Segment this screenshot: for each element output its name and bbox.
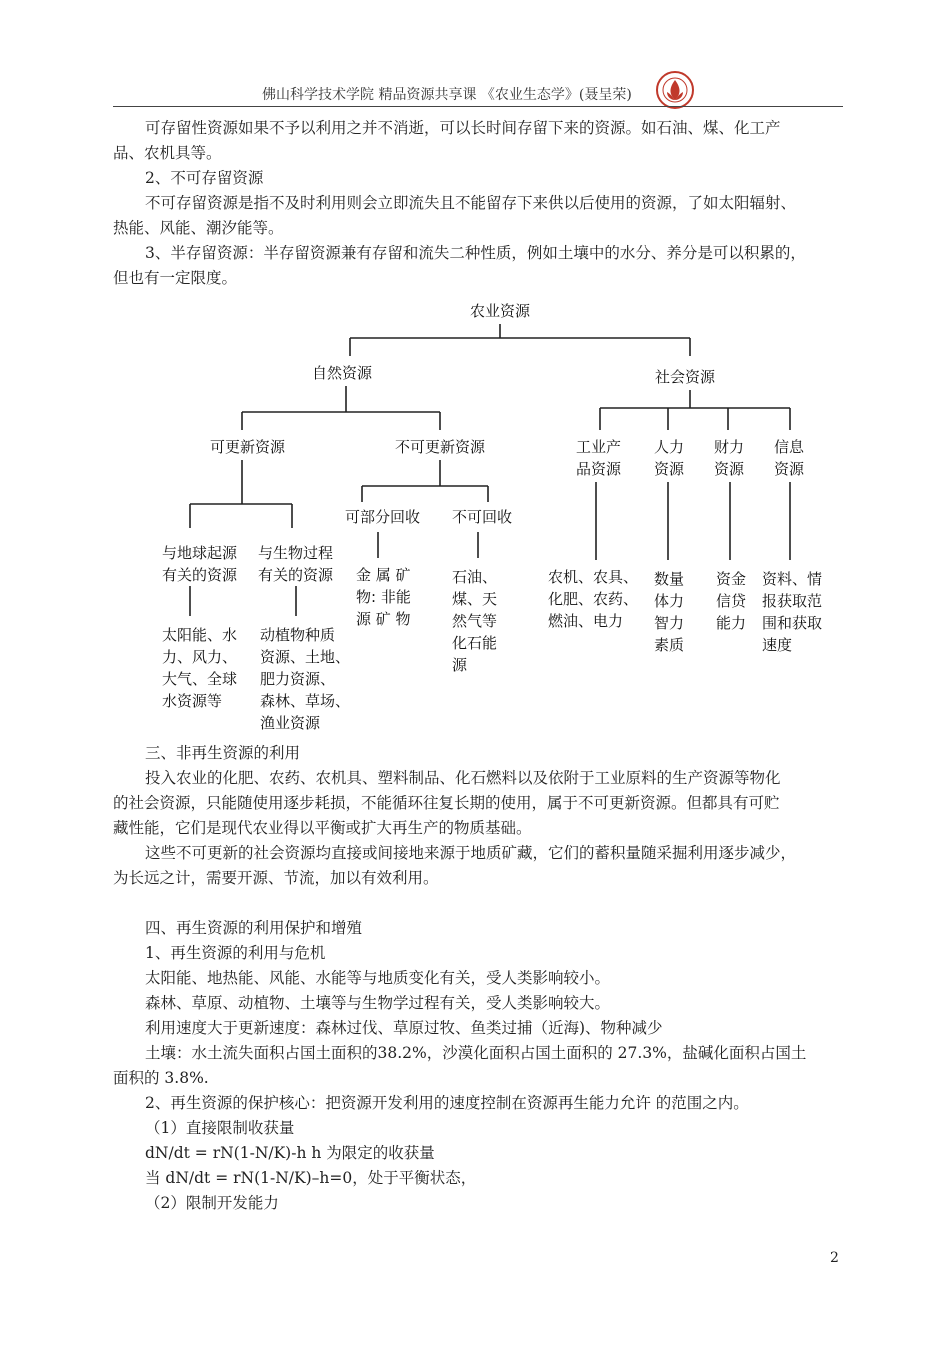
notrec-item-2: 煤、天 xyxy=(452,590,498,608)
paragraph-line: 利用速度大于更新速度：森林过伐、草原过牧、鱼类过捕（近海)、物种减少 xyxy=(145,1019,663,1037)
bio-item-4: 森林、草场、 xyxy=(260,692,351,710)
paragraph-line: 的社会资源，只能随使用逐步耗损，不能循环往复长期的使用，属于不可更新资源。但都具有可贮 xyxy=(113,794,780,812)
paragraph-line: 可存留性资源如果不予以利用之并不消逝，可以长时间存留下来的资源。如石油、煤、化工产 xyxy=(145,119,781,137)
node-information-2: 资源 xyxy=(774,460,805,478)
industrial-item-1: 农机、农具、 xyxy=(548,568,639,586)
node-not-recover: 不可回收 xyxy=(452,508,513,526)
human-item-1: 数量 xyxy=(654,570,685,588)
paragraph-line: 土壤：水土流失面积占国土面积的38.2%，沙漠化面积占国土面积的 27.3%，盐碱化面积占国土 xyxy=(145,1044,807,1062)
geo-item-4: 水资源等 xyxy=(162,692,223,710)
financial-item-3: 能力 xyxy=(716,614,747,632)
geo-item-1: 太阳能、水 xyxy=(162,626,238,644)
bio-item-3: 肥力资源、 xyxy=(260,670,336,688)
industrial-item-3: 燃油、电力 xyxy=(548,612,624,630)
header-divider xyxy=(113,106,843,107)
financial-item-2: 信贷 xyxy=(716,592,747,610)
notrec-item-5: 源 xyxy=(452,656,468,674)
page-number: 2 xyxy=(830,1250,839,1266)
paragraph-line: 森林、草原、动植物、土壤等与生物学过程有关，受人类影响较大。 xyxy=(145,994,611,1012)
bio-item-1: 动植物种质 xyxy=(260,626,336,644)
human-item-2: 体力 xyxy=(654,592,685,610)
node-root: 农业资源 xyxy=(470,302,531,320)
paragraph-line: （2）限制开发能力 xyxy=(145,1194,279,1212)
node-geo-origin-2: 有关的资源 xyxy=(162,566,238,584)
paragraph-line: 热能、风能、潮汐能等。 xyxy=(113,219,284,237)
formula-line: 当 dN/dt = rN(1-N/K)–h=0，处于平衡状态， xyxy=(145,1169,477,1187)
node-human-2: 资源 xyxy=(654,460,685,478)
financial-item-1: 资金 xyxy=(716,570,747,588)
section-heading: 四、再生资源的利用保护和增殖 xyxy=(145,919,363,937)
college-logo-icon xyxy=(655,70,695,110)
partial-item-3: 源 矿 物 xyxy=(356,610,411,628)
human-item-4: 素质 xyxy=(654,636,685,654)
paragraph-line: 不可存留资源是指不及时利用则会立即流失且不能留存下来供以后使用的资源，了如太阳辐射、 xyxy=(145,194,797,212)
header-title: 佛山科学技术学院 精品资源共享课 《农业生态学》(聂呈荣) xyxy=(262,87,632,103)
node-renewable: 可更新资源 xyxy=(210,438,286,456)
paragraph-line: 3、半存留资源：半存留资源兼有存留和流失二种性质，例如土壤中的水分、养分是可以积累的， xyxy=(145,244,806,262)
paragraph-line: 为长远之计，需要开源、节流，加以有效利用。 xyxy=(113,869,439,887)
information-item-4: 速度 xyxy=(762,636,793,654)
subsection-heading: 2、再生资源的保护核心：把资源开发利用的速度控制在资源再生能力允许 的范围之内。 xyxy=(145,1094,749,1112)
industrial-item-2: 化肥、农药、 xyxy=(548,590,639,608)
node-information-1: 信息 xyxy=(774,438,805,456)
node-natural: 自然资源 xyxy=(312,364,373,382)
resource-tree-diagram xyxy=(0,290,952,740)
geo-item-2: 力、风力、 xyxy=(162,648,238,666)
bio-item-2: 资源、土地、 xyxy=(260,648,351,666)
subsection-heading: 1、再生资源的利用与危机 xyxy=(145,944,326,962)
paragraph-line: 投入农业的化肥、农药、农机具、塑料制品、化石燃料以及依附于工业原料的生产资源等物化 xyxy=(145,769,781,787)
geo-item-3: 大气、全球 xyxy=(162,670,238,688)
information-item-1: 资料、情 xyxy=(762,570,823,588)
information-item-2: 报获取范 xyxy=(762,592,823,610)
node-social: 社会资源 xyxy=(655,368,716,386)
partial-item-1: 金 属 矿 xyxy=(356,566,411,584)
paragraph-line: （1）直接限制收获量 xyxy=(145,1119,295,1137)
bio-item-5: 渔业资源 xyxy=(260,714,321,732)
paragraph-line: 2、不可存留资源 xyxy=(145,169,264,187)
node-human-1: 人力 xyxy=(654,438,685,456)
section-heading: 三、非再生资源的利用 xyxy=(145,744,301,762)
node-nonrenewable: 不可更新资源 xyxy=(395,438,486,456)
formula-line: dN/dt = rN(1-N/K)-h h 为限定的收获量 xyxy=(145,1144,435,1162)
partial-item-2: 物: 非能 xyxy=(356,588,411,606)
notrec-item-3: 然气等 xyxy=(452,612,498,630)
paragraph-line: 面积的 3.8%. xyxy=(113,1069,209,1087)
page-header xyxy=(0,84,952,104)
node-bio-process-2: 有关的资源 xyxy=(258,566,334,584)
paragraph-line: 品、农机具等。 xyxy=(113,144,222,162)
paragraph-line: 这些不可更新的社会资源均直接或间接地来源于地质矿藏，它们的蓄积量随采掘利用逐步减少， xyxy=(145,844,797,862)
notrec-item-1: 石油、 xyxy=(452,568,498,586)
paragraph-line: 藏性能，它们是现代农业得以平衡或扩大再生产的物质基础。 xyxy=(113,819,532,837)
node-partial-recover: 可部分回收 xyxy=(345,508,421,526)
human-item-3: 智力 xyxy=(654,614,685,632)
node-financial-2: 资源 xyxy=(714,460,745,478)
node-bio-process-1: 与生物过程 xyxy=(258,544,334,562)
node-geo-origin-1: 与地球起源 xyxy=(162,544,238,562)
node-financial-1: 财力 xyxy=(714,438,745,456)
information-item-3: 围和获取 xyxy=(762,614,823,632)
paragraph-line: 太阳能、地热能、风能、水能等与地质变化有关，受人类影响较小。 xyxy=(145,969,611,987)
node-industrial-2: 品资源 xyxy=(576,460,622,478)
paragraph-line: 但也有一定限度。 xyxy=(113,269,238,287)
node-industrial-1: 工业产 xyxy=(576,438,622,456)
notrec-item-4: 化石能 xyxy=(452,634,498,652)
